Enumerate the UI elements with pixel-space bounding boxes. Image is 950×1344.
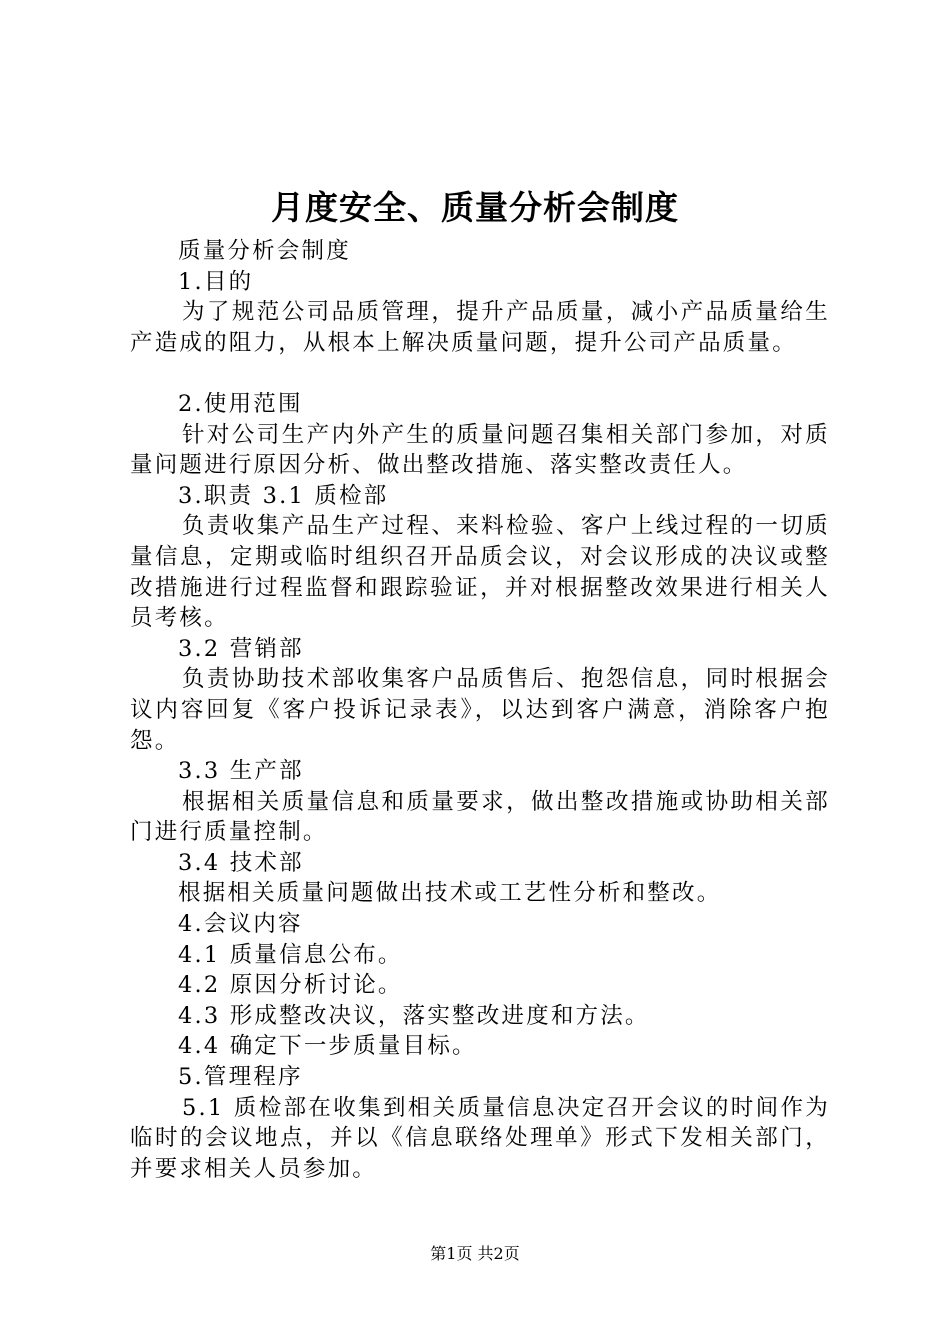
section-heading: 3.3 生产部: [178, 758, 304, 785]
section-heading: 3.职责 3.1 质检部: [178, 482, 389, 509]
paragraph: 负责协助技术部收集客户品质售后、抱怨信息，同时根据会议内容回复《客户投诉记录表》，以达到客户满意，消除客户抱怨。: [130, 666, 830, 754]
page-footer: 第1页 共2页: [430, 1244, 520, 1263]
paragraph: 负责收集产品生产过程、来料检验、客户上线过程的一切质量信息，定期或临时组织召开品质会议，对会议形成的决议或整改措施进行过程监督和跟踪验证，并对根据整改效果进行相关人员考核。: [130, 513, 830, 632]
document-title: 月度安全、质量分析会制度: [271, 188, 679, 227]
section-heading: 5.管理程序: [178, 1064, 303, 1091]
section-heading: 3.2 营销部: [178, 635, 304, 662]
section-heading: 2.使用范围: [178, 390, 303, 417]
document-body: [130, 236, 830, 1184]
section-heading: 3.4 技术部: [178, 849, 304, 876]
section-heading: 1.目的: [178, 268, 254, 295]
paragraph: 根据相关质量信息和质量要求，做出整改措施或协助相关部门进行质量控制。: [130, 788, 830, 846]
blank-line: [130, 358, 830, 389]
paragraph: 5.1 质检部在收集到相关质量信息决定召开会议的时间作为临时的会议地点，并以《信息联络处理单》形式下发相关部门，并要求相关人员参加。: [130, 1094, 830, 1182]
section-heading: 4.会议内容: [178, 911, 303, 938]
paragraph: 为了规范公司品质管理，提升产品质量，减小产品质量给生产造成的阻力，从根本上解决质量问题，提升公司产品质量。: [130, 299, 830, 356]
list-item: 4.1 质量信息公布。: [178, 941, 403, 968]
section-line: 根据相关质量问题做出技术或工艺性分析和整改。: [178, 880, 722, 907]
list-item: 4.2 原因分析讨论。: [178, 972, 403, 999]
section-heading: 质量分析会制度: [178, 238, 351, 264]
list-item: 4.4 确定下一步质量目标。: [178, 1033, 477, 1060]
list-item: 4.3 形成整改决议，落实整改进度和方法。: [178, 1002, 650, 1029]
paragraph: 针对公司生产内外产生的质量问题召集相关部门参加，对质量问题进行原因分析、做出整改措施、落实整改责任人。: [130, 421, 830, 479]
